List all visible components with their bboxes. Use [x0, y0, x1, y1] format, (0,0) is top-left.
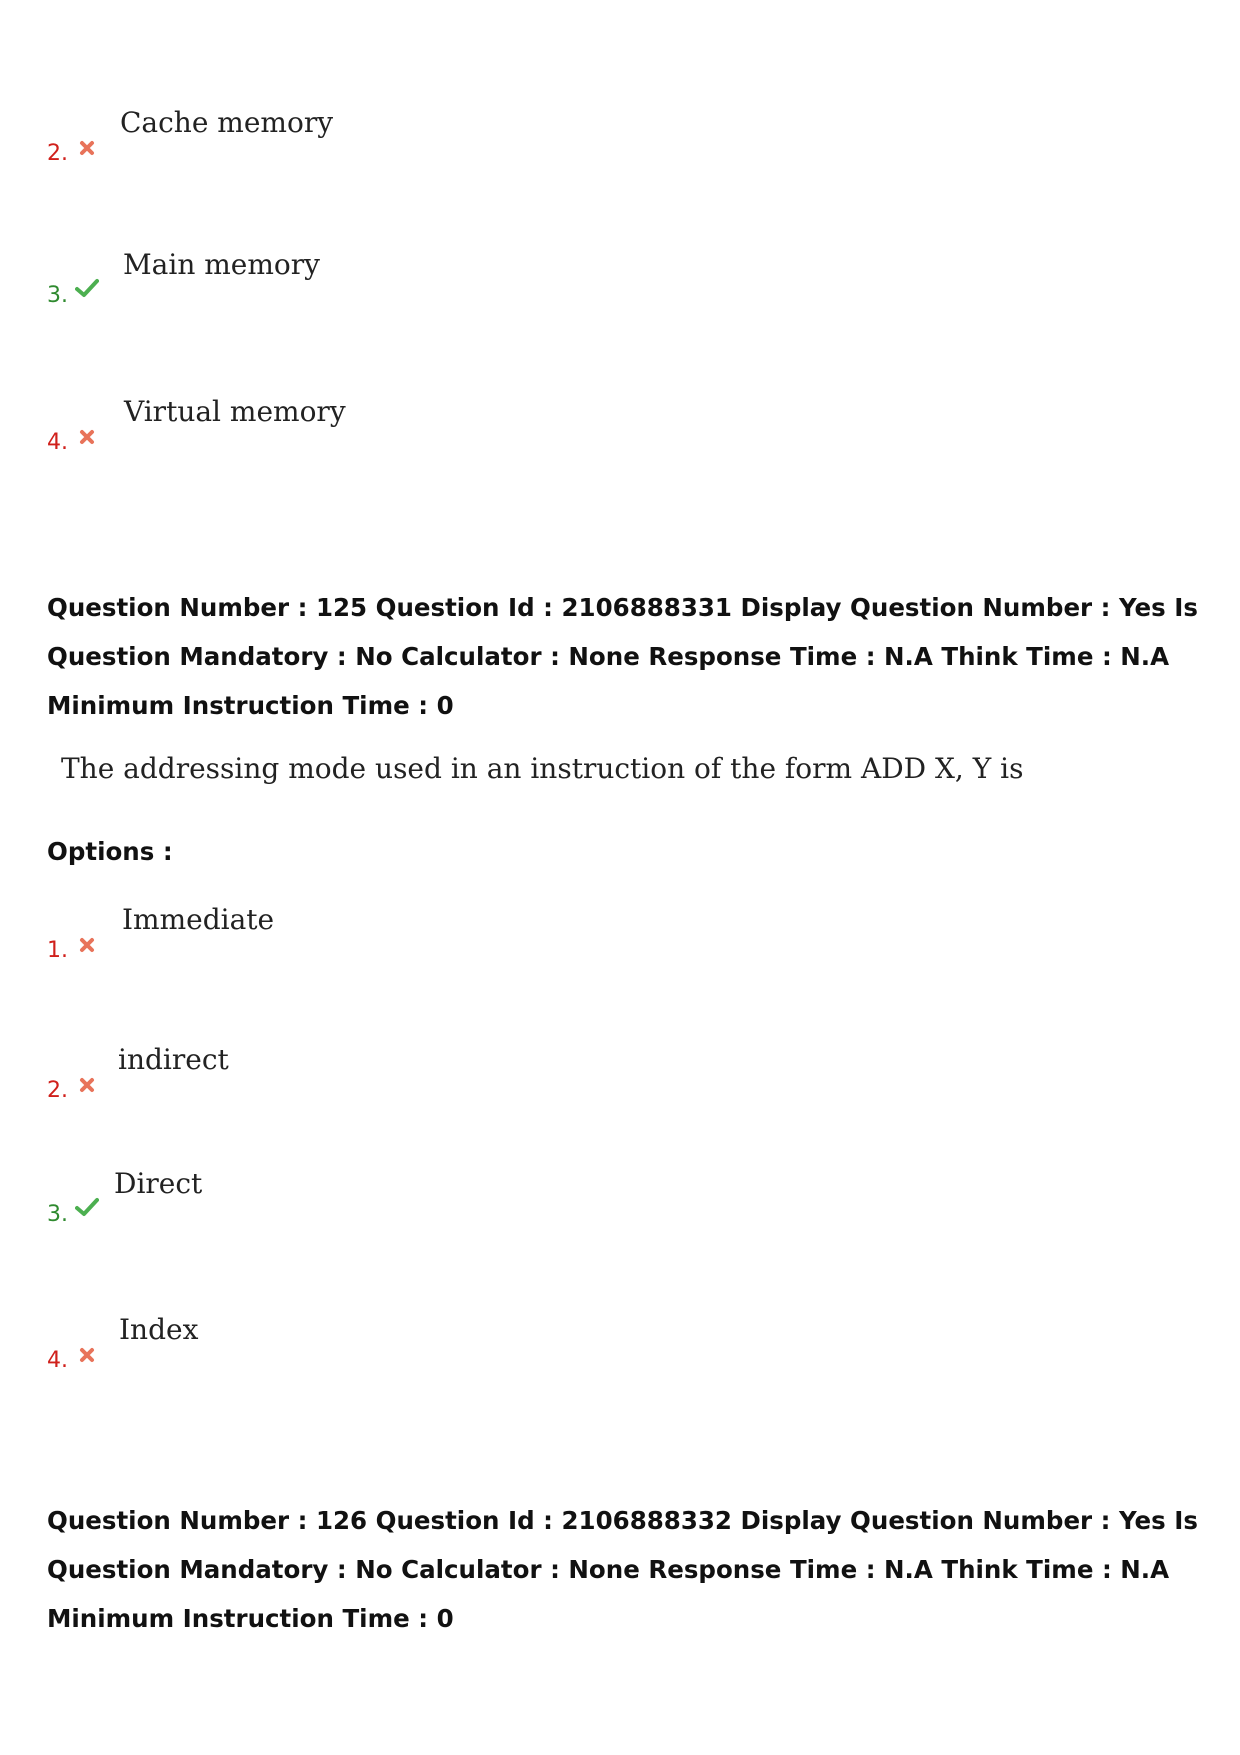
option-number: 4.: [47, 1348, 68, 1373]
option-item: [47, 1313, 647, 1373]
option-item: [47, 395, 647, 455]
question-meta: Question Number : 126 Question Id : 2106888332 Display Question Number : Yes Is Question Mandatory : No Calculator : None Response Time : N.A Think Time : N.A Minimum Instruction Time : 0: [47, 1506, 1198, 1633]
option-number: 1.: [47, 938, 68, 963]
option-text: indirect: [118, 1043, 229, 1076]
cross-icon: [79, 1077, 95, 1097]
option-text: Index: [119, 1313, 199, 1346]
cross-icon: [79, 429, 95, 449]
options-heading: Options :: [47, 837, 173, 866]
option-text: Virtual memory: [124, 395, 346, 428]
option-number: 3.: [47, 283, 68, 308]
question-meta: Question Number : 125 Question Id : 2106888331 Display Question Number : Yes Is Question Mandatory : No Calculator : None Response Time : N.A Think Time : N.A Minimum Instruction Time : 0: [47, 593, 1198, 720]
option-number: 3.: [47, 1202, 68, 1227]
cross-icon: [79, 937, 95, 957]
check-icon: [75, 278, 99, 302]
check-icon: [75, 1197, 99, 1221]
option-text: Cache memory: [120, 106, 334, 139]
cross-icon: [79, 140, 95, 160]
option-number: 4.: [47, 430, 68, 455]
option-item: [47, 248, 647, 308]
option-item: [47, 903, 647, 963]
option-item: [47, 1043, 647, 1103]
question-text: The addressing mode used in an instruction of the form ADD X, Y is: [61, 752, 1024, 785]
option-number: 2.: [47, 1078, 68, 1103]
option-text: Main memory: [123, 248, 320, 281]
cross-icon: [79, 1347, 95, 1367]
option-number: 2.: [47, 141, 68, 166]
option-item: [47, 1167, 647, 1227]
option-text: Direct: [114, 1167, 203, 1200]
option-item: [47, 106, 647, 166]
option-text: Immediate: [122, 903, 275, 936]
